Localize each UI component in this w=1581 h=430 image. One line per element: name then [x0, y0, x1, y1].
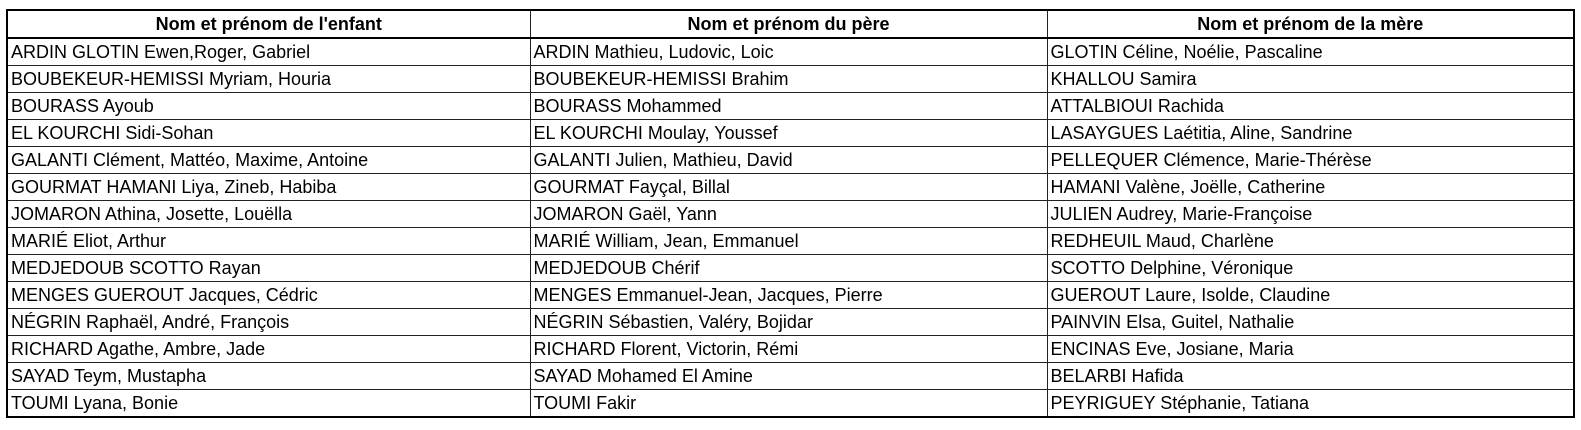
table-row	[7, 336, 1574, 363]
mother-name-cell: LASAYGUES Laétitia, Aline, Sandrine	[1047, 120, 1574, 147]
registry-table	[6, 9, 1575, 418]
child-name-cell: SAYAD Teym, Mustapha	[7, 363, 530, 390]
father-name-cell: MENGES Emmanuel-Jean, Jacques, Pierre	[530, 282, 1047, 309]
child-name-cell: BOUBEKEUR-HEMISSI Myriam, Houria	[7, 66, 530, 93]
table-row	[7, 309, 1574, 336]
table-row	[7, 255, 1574, 282]
header-child-name: Nom et prénom de l'enfant	[7, 10, 530, 38]
child-name-cell: MARIÉ Eliot, Arthur	[7, 228, 530, 255]
table-header	[7, 10, 1574, 38]
table-row	[7, 66, 1574, 93]
father-name-cell: TOUMI Fakir	[530, 390, 1047, 418]
father-name-cell: GOURMAT Fayçal, Billal	[530, 174, 1047, 201]
mother-name-cell: ENCINAS Eve, Josiane, Maria	[1047, 336, 1574, 363]
table-row	[7, 282, 1574, 309]
header-row	[7, 10, 1574, 38]
table-row	[7, 38, 1574, 66]
mother-name-cell: HAMANI Valène, Joëlle, Catherine	[1047, 174, 1574, 201]
child-name-cell: GOURMAT HAMANI Liya, Zineb, Habiba	[7, 174, 530, 201]
table-row	[7, 228, 1574, 255]
father-name-cell: GALANTI Julien, Mathieu, David	[530, 147, 1047, 174]
mother-name-cell: JULIEN Audrey, Marie-Françoise	[1047, 201, 1574, 228]
child-name-cell: EL KOURCHI Sidi-Sohan	[7, 120, 530, 147]
father-name-cell: ARDIN Mathieu, Ludovic, Loic	[530, 38, 1047, 66]
table-row	[7, 120, 1574, 147]
father-name-cell: BOURASS Mohammed	[530, 93, 1047, 120]
father-name-cell: SAYAD Mohamed El Amine	[530, 363, 1047, 390]
mother-name-cell: PEYRIGUEY Stéphanie, Tatiana	[1047, 390, 1574, 418]
mother-name-cell: PELLEQUER Clémence, Marie-Thérèse	[1047, 147, 1574, 174]
table-row	[7, 93, 1574, 120]
mother-name-cell: REDHEUIL Maud, Charlène	[1047, 228, 1574, 255]
table-row	[7, 174, 1574, 201]
table-row	[7, 147, 1574, 174]
child-name-cell: RICHARD Agathe, Ambre, Jade	[7, 336, 530, 363]
mother-name-cell: PAINVIN Elsa, Guitel, Nathalie	[1047, 309, 1574, 336]
father-name-cell: EL KOURCHI Moulay, Youssef	[530, 120, 1047, 147]
child-name-cell: ARDIN GLOTIN Ewen,Roger, Gabriel	[7, 38, 530, 66]
mother-name-cell: GLOTIN Céline, Noélie, Pascaline	[1047, 38, 1574, 66]
child-name-cell: MEDJEDOUB SCOTTO Rayan	[7, 255, 530, 282]
child-name-cell: MENGES GUEROUT Jacques, Cédric	[7, 282, 530, 309]
mother-name-cell: SCOTTO Delphine, Véronique	[1047, 255, 1574, 282]
father-name-cell: JOMARON Gaël, Yann	[530, 201, 1047, 228]
header-mother-name: Nom et prénom de la mère	[1047, 10, 1574, 38]
table-row	[7, 390, 1574, 418]
mother-name-cell: BELARBI Hafida	[1047, 363, 1574, 390]
child-name-cell: BOURASS Ayoub	[7, 93, 530, 120]
mother-name-cell: ATTALBIOUI Rachida	[1047, 93, 1574, 120]
father-name-cell: BOUBEKEUR-HEMISSI Brahim	[530, 66, 1047, 93]
child-name-cell: JOMARON Athina, Josette, Louëlla	[7, 201, 530, 228]
father-name-cell: MEDJEDOUB Chérif	[530, 255, 1047, 282]
table-row	[7, 363, 1574, 390]
mother-name-cell: GUEROUT Laure, Isolde, Claudine	[1047, 282, 1574, 309]
father-name-cell: MARIÉ William, Jean, Emmanuel	[530, 228, 1047, 255]
child-name-cell: GALANTI Clément, Mattéo, Maxime, Antoine	[7, 147, 530, 174]
mother-name-cell: KHALLOU Samira	[1047, 66, 1574, 93]
header-father-name: Nom et prénom du père	[530, 10, 1047, 38]
child-name-cell: TOUMI Lyana, Bonie	[7, 390, 530, 418]
father-name-cell: NÉGRIN Sébastien, Valéry, Bojidar	[530, 309, 1047, 336]
child-name-cell: NÉGRIN Raphaël, André, François	[7, 309, 530, 336]
table-row	[7, 201, 1574, 228]
table-body	[7, 38, 1574, 417]
father-name-cell: RICHARD Florent, Victorin, Rémi	[530, 336, 1047, 363]
